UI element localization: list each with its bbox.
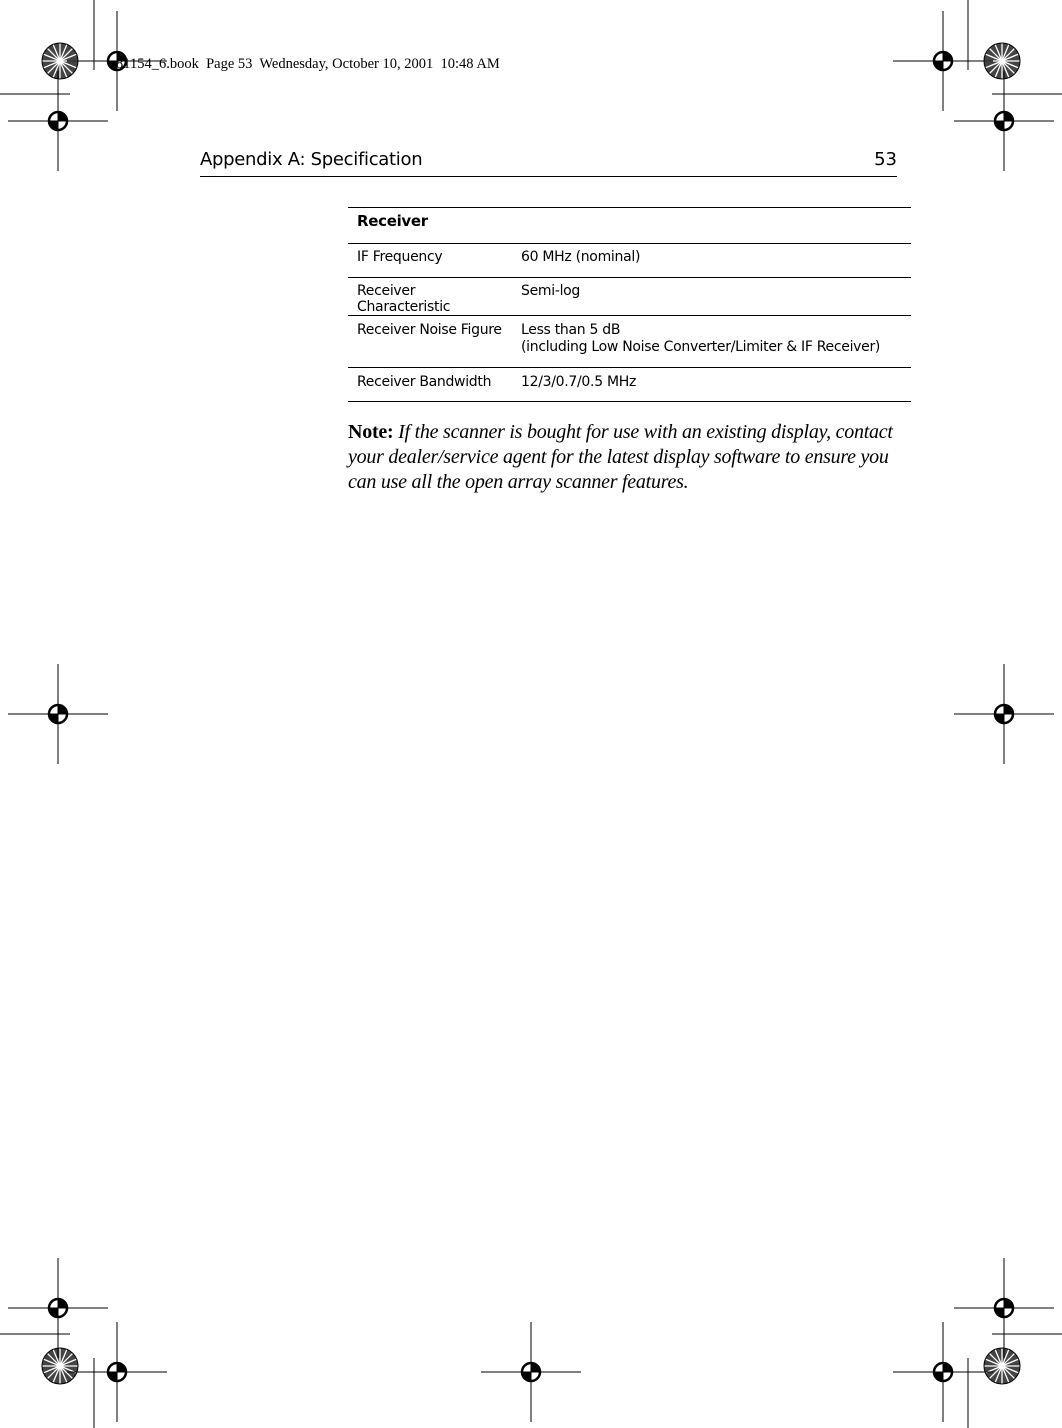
running-header	[200, 146, 897, 177]
spec-value-cell	[512, 316, 911, 368]
table-row	[348, 244, 911, 278]
spec-value-detail: (including Low Noise Converter/Limiter & IF Receiver)	[521, 339, 881, 355]
spec-value: Semi-log	[512, 278, 911, 316]
table-row	[348, 368, 911, 402]
note-text: If the scanner is bought for use with an existing display, contact your dealer/service agent for the latest display software to ensure you can use all the open array scanner features.	[348, 421, 893, 493]
spec-label: Receiver Bandwidth	[348, 368, 512, 402]
note-lead: Note:	[348, 421, 394, 443]
table-row	[348, 278, 911, 316]
spec-label: Receiver Characteristic	[348, 278, 512, 316]
spec-label: Receiver Noise Figure	[348, 316, 512, 368]
spec-value: 60 MHz (nominal)	[512, 244, 911, 278]
table-row	[348, 316, 911, 368]
book-slug: 81154_6.book Page 53 Wednesday, October 10, 2001 10:48 AM	[116, 56, 500, 72]
page-number: 53	[874, 149, 897, 170]
spec-value: Less than 5 dB	[521, 322, 621, 338]
table-heading: Receiver	[348, 208, 911, 244]
receiver-spec-table	[348, 207, 911, 402]
section-title: Appendix A: Specification	[200, 149, 423, 170]
spec-label: IF Frequency	[348, 244, 512, 278]
spec-value: 12/3/0.7/0.5 MHz	[512, 368, 911, 402]
note-paragraph	[348, 420, 908, 495]
